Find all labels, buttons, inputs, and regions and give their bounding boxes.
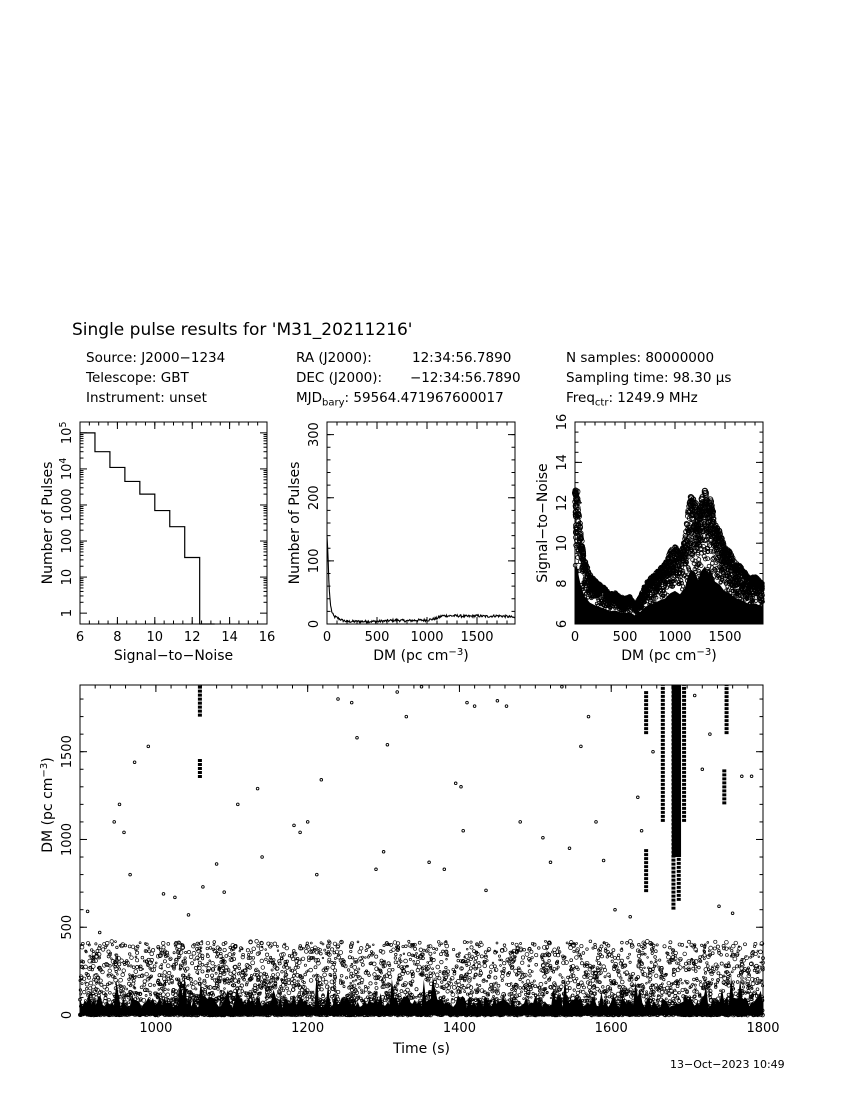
dm-vs-time-point	[462, 984, 464, 986]
mjd-subscript: bary	[322, 397, 345, 409]
dm-vs-time-point	[239, 950, 241, 952]
dm-vs-time-point	[709, 946, 713, 950]
dm-vs-time-point	[603, 968, 606, 971]
dm-vs-time-point	[158, 989, 160, 991]
dm-vs-time-point	[608, 996, 610, 998]
dm-vs-time-point	[503, 944, 506, 947]
dm-vs-time-point	[538, 990, 540, 992]
dm-vs-time-point	[211, 978, 213, 980]
snr-vs-dm-ytick-label: 16	[555, 413, 570, 431]
snr-vs-dm-point	[706, 557, 710, 561]
dm-vs-time-point	[725, 940, 729, 944]
snr-vs-dm-ylabel: Signal−to−Noise	[535, 463, 551, 583]
telescope-label: Telescope: GBT	[86, 370, 189, 386]
dm-vs-time-point	[728, 962, 730, 964]
dm-vs-time-point	[105, 987, 109, 991]
dm-vs-time-point	[478, 945, 480, 947]
dm-vs-time-point	[655, 960, 657, 962]
dm-vs-time-point	[743, 986, 745, 988]
dm-vs-time-point	[110, 940, 114, 944]
snr-vs-dm-panel	[535, 414, 764, 664]
dm-vs-time-point	[452, 985, 456, 989]
snr-vs-dm-xtick-label: 1000	[658, 630, 692, 645]
dm-vs-time-point	[400, 955, 402, 957]
dm-vs-time-point	[433, 948, 435, 950]
dm-vs-time-point	[103, 985, 107, 989]
dm-vs-time-point	[333, 983, 335, 985]
dm-vs-time-point	[213, 941, 216, 944]
dm-vs-time-point	[85, 982, 89, 986]
snr-histogram-xtick-label: 16	[258, 630, 276, 645]
snr-vs-dm-xtick-label: 0	[570, 630, 580, 645]
dm-vs-time-point	[656, 944, 658, 946]
snr-vs-dm-point	[681, 585, 684, 588]
dm-vs-time-point	[476, 984, 478, 986]
dm-vs-time-point	[581, 958, 583, 960]
dm-vs-time-point	[720, 962, 723, 965]
dm-vs-time-point	[360, 989, 362, 991]
dm-vs-time-point	[631, 972, 634, 975]
snr-vs-dm-xlabel: DM (pc $cm^{-3}$)	[621, 647, 717, 664]
dm-vs-time-panel	[39, 685, 780, 1057]
snr-vs-dm-xtick-label: 1500	[708, 630, 742, 645]
dm-vs-time-point	[649, 978, 652, 981]
dm-vs-time-point	[276, 945, 278, 947]
dm-vs-time-point	[435, 984, 439, 988]
dm-vs-time-point	[276, 973, 280, 977]
dm-vs-time-point	[550, 997, 552, 999]
snr-vs-dm-point	[726, 585, 729, 588]
dm-vs-time-point	[287, 981, 290, 984]
dm-vs-time-point	[667, 981, 670, 984]
dm-vs-time-point	[584, 996, 586, 998]
dm-histogram-xlabel: DM (pc $cm^{-3}$)	[373, 647, 469, 664]
dm-vs-time-point	[132, 982, 135, 985]
dm-vs-time-point	[123, 986, 125, 988]
dm-vs-time-point	[283, 966, 285, 968]
dm-vs-time-point	[334, 957, 336, 959]
dm-histogram-ytick-label: 100	[307, 548, 322, 574]
dm-vs-time-point	[429, 952, 432, 955]
dm-vs-time-point	[594, 943, 597, 946]
dm-vs-time-point	[629, 953, 631, 955]
dm-vs-time-point	[473, 977, 475, 979]
dm-vs-time-point	[456, 954, 460, 958]
dm-vs-time-point	[467, 941, 469, 943]
dm-vs-time-point	[678, 999, 681, 1002]
dm-vs-time-point	[149, 991, 151, 993]
dm-vs-time-point	[224, 988, 226, 990]
dm-vs-time-point	[408, 953, 411, 956]
mjd-label: MJD	[296, 390, 323, 406]
dm-vs-time-point	[419, 948, 423, 952]
snr-vs-dm-ytick-label: 10	[555, 534, 570, 552]
dm-vs-time-point	[396, 989, 398, 991]
dm-vs-time-point	[668, 946, 671, 949]
dm-histogram-xtick-label: 500	[364, 630, 390, 645]
dm-histogram-panel	[287, 422, 515, 664]
dm-vs-time-point	[693, 995, 696, 998]
dm-vs-time-point	[545, 982, 547, 984]
dm-vs-time-point	[205, 964, 208, 967]
snr-histogram-panel	[40, 422, 275, 664]
dm-vs-time-point	[191, 962, 194, 965]
dm-vs-time-point	[682, 995, 685, 998]
dm-vs-time-point	[570, 959, 573, 962]
dm-vs-time-point	[325, 985, 329, 989]
dm-histogram-ytick-label: 300	[307, 422, 322, 448]
snr-vs-dm-point	[711, 557, 715, 561]
dm-vs-time-point	[215, 972, 217, 974]
dm-vs-time-point	[553, 967, 556, 970]
dm-vs-time-point	[729, 947, 731, 949]
mjd-value: : 59564.471967600017	[344, 390, 504, 406]
snr-histogram-ytick-label: $10^5$	[58, 421, 75, 445]
dm-vs-time-point	[413, 960, 415, 962]
dm-vs-time-point	[252, 957, 255, 960]
dm-vs-time-point	[644, 953, 646, 955]
dm-vs-time-point	[98, 982, 100, 984]
dm-vs-time-point	[501, 979, 503, 981]
dm-vs-time-point	[325, 952, 327, 954]
dm-vs-time-point	[665, 998, 667, 1000]
dm-vs-time-point	[493, 995, 495, 997]
dm-vs-time-point	[717, 972, 720, 975]
dm-vs-time-point	[429, 975, 432, 978]
dm-vs-time-point	[143, 983, 146, 986]
snr-vs-dm-point	[711, 561, 715, 565]
dm-vs-time-point	[321, 978, 324, 981]
dm-vs-time-point	[484, 951, 487, 954]
dm-vs-time-point	[232, 971, 236, 975]
dm-vs-time-point	[355, 979, 357, 981]
dm-vs-time-point	[211, 962, 215, 966]
dm-histogram-ylabel: Number of Pulses	[287, 461, 303, 585]
dm-vs-time-point	[167, 942, 170, 945]
dm-vs-time-point	[522, 982, 524, 984]
dm-vs-time-point	[237, 973, 240, 976]
dm-vs-time-point	[671, 952, 673, 954]
dm-vs-time-point	[693, 978, 696, 981]
dm-vs-time-point	[573, 989, 575, 991]
dm-vs-time-point	[520, 991, 522, 993]
snr-histogram-ytick-label: 10	[60, 568, 75, 586]
snr-vs-dm-point	[697, 558, 701, 562]
dm-vs-time-point	[312, 991, 314, 993]
dm-vs-time-point	[135, 956, 137, 958]
snr-histogram-ytick-label: 1000	[60, 488, 75, 522]
dm-vs-time-point	[284, 995, 286, 997]
freq-value: : 1249.9 MHz	[608, 390, 698, 406]
dm-vs-time-point	[99, 979, 102, 982]
snr-histogram-ytick-label: 1	[60, 609, 75, 618]
dm-vs-time-point	[692, 967, 695, 970]
dm-histogram-ytick-label: 0	[307, 619, 322, 629]
dm-vs-time-point	[503, 962, 506, 965]
dm-vs-time-point	[287, 991, 291, 995]
dm-vs-time-point	[347, 969, 350, 972]
dm-vs-time-point	[602, 965, 606, 969]
dm-vs-time-point	[286, 974, 288, 976]
dm-vs-time-point	[654, 984, 657, 987]
dm-vs-time-point	[117, 973, 119, 975]
sampling-time-label: Sampling time: 98.30 μs	[566, 370, 732, 386]
dm-vs-time-point	[525, 952, 529, 956]
dm-vs-time-point	[394, 961, 397, 964]
dm-vs-time-point	[223, 948, 226, 951]
snr-vs-dm-point	[755, 600, 758, 603]
dm-vs-time-point	[486, 960, 488, 962]
dm-histogram-ytick-label: 200	[307, 485, 322, 511]
dm-vs-time-point	[115, 954, 117, 956]
snr-histogram-ylabel: Number of Pulses	[40, 461, 56, 585]
snr-histogram-xtick-label: 6	[75, 630, 85, 645]
dm-vs-time-point	[89, 981, 93, 985]
dm-histogram-xtick-label: 0	[322, 630, 332, 645]
snr-vs-dm-ytick-label: 12	[555, 494, 570, 512]
instrument-label: Instrument: unset	[86, 390, 207, 406]
dm-vs-time-point	[694, 984, 696, 986]
dm-vs-time-point	[198, 961, 201, 964]
dm-vs-time-point	[611, 952, 613, 954]
dm-vs-time-point	[432, 972, 434, 974]
dm-vs-time-point	[306, 942, 308, 944]
dm-vs-time-point	[683, 966, 685, 968]
dm-vs-time-point	[359, 987, 361, 989]
dm-vs-time-point	[90, 949, 93, 952]
dm-vs-time-point	[289, 967, 291, 969]
dm-vs-time-point	[435, 948, 437, 950]
dm-vs-time-point	[155, 962, 157, 964]
freq-subscript: ctr	[594, 397, 609, 409]
dm-vs-time-point	[131, 945, 135, 949]
dm-vs-time-point	[361, 963, 364, 966]
snr-vs-dm-xtick-label: 500	[612, 630, 638, 645]
dm-vs-time-point	[308, 959, 311, 962]
dm-vs-time-point	[111, 958, 113, 960]
dm-vs-time-point	[679, 979, 681, 981]
freq-label: Freq	[566, 390, 595, 406]
dm-vs-time-point	[543, 961, 545, 963]
dm-vs-time-point	[683, 952, 687, 956]
dm-vs-time-point	[576, 942, 578, 944]
dm-vs-time-point	[659, 959, 661, 961]
dm-vs-time-point	[128, 945, 131, 948]
dm-vs-time-point	[654, 974, 658, 978]
dm-histogram-line	[327, 536, 515, 623]
nsamples-label: N samples: 80000000	[566, 350, 715, 366]
dm-vs-time-point	[167, 971, 170, 974]
dm-vs-time-point	[373, 973, 377, 977]
dm-vs-time-point	[576, 991, 579, 994]
source-label: Source: J2000−1234	[86, 350, 226, 366]
dm-vs-time-point	[119, 978, 123, 982]
dm-vs-time-point	[539, 982, 543, 986]
dm-vs-time-point	[277, 950, 279, 952]
ra-value: 12:34:56.7890	[412, 350, 512, 366]
dm-vs-time-point	[163, 960, 166, 963]
dm-vs-time-point	[600, 955, 603, 958]
dm-vs-time-point	[330, 948, 333, 951]
dm-vs-time-point	[498, 955, 500, 957]
dm-vs-time-point	[89, 987, 92, 990]
dm-vs-time-point	[703, 958, 705, 960]
dm-vs-time-point	[521, 956, 524, 959]
dm-vs-time-point	[168, 989, 170, 991]
dm-vs-time-point	[528, 970, 531, 973]
dm-vs-time-point	[122, 988, 124, 990]
dm-vs-time-point	[228, 953, 232, 957]
dm-vs-time-point	[534, 985, 537, 988]
dm-vs-time-point	[499, 959, 501, 961]
dm-vs-time-point	[751, 954, 754, 957]
dm-vs-time-point	[652, 970, 654, 972]
snr-histogram-steps	[80, 433, 215, 624]
dm-vs-time-point	[699, 956, 702, 959]
dm-vs-time-point	[457, 959, 460, 962]
dm-vs-time-point	[368, 987, 370, 989]
dm-vs-time-point	[358, 968, 360, 970]
dm-vs-time-point	[650, 961, 652, 963]
ra-label: RA (J2000):	[296, 350, 372, 366]
dm-vs-time-point	[610, 992, 613, 995]
dm-vs-time-point	[383, 944, 385, 946]
dm-vs-time-point	[415, 996, 417, 998]
dm-vs-time-point	[647, 957, 649, 959]
dm-vs-time-point	[184, 951, 186, 953]
snr-vs-dm-ytick-label: 14	[555, 454, 570, 471]
dm-vs-time-point	[85, 988, 88, 991]
dm-histogram-xtick-label: 1000	[410, 630, 444, 645]
dm-vs-time-point	[557, 947, 559, 949]
snr-histogram-xlabel: Signal−to−Noise	[113, 648, 234, 664]
dm-vs-time-point	[408, 940, 410, 942]
snr-histogram-xtick-label: 8	[113, 630, 122, 645]
dm-vs-time-point	[394, 957, 397, 960]
snr-vs-dm-point	[686, 566, 690, 570]
dm-vs-time-point	[292, 974, 295, 977]
dm-vs-time-point	[323, 973, 327, 977]
dm-histogram-frame	[327, 422, 515, 624]
dm-vs-time-point	[259, 973, 262, 976]
dm-vs-time-point	[535, 963, 538, 966]
dm-vs-time-point	[286, 987, 289, 990]
dm-vs-time-point	[201, 963, 204, 966]
dm-vs-time-point	[322, 957, 324, 959]
snr-histogram-xtick-label: 14	[221, 630, 238, 645]
snr-vs-dm-ytick-label: 6	[555, 619, 570, 629]
dm-vs-time-point	[310, 942, 312, 944]
dm-vs-time-point	[756, 988, 759, 991]
snr-histogram-ytick-label: $10^4$	[58, 457, 75, 481]
snr-histogram-ytick-label: 100	[60, 528, 75, 554]
dm-vs-time-point	[478, 961, 481, 964]
dm-vs-time-point	[111, 982, 113, 984]
dm-vs-time-point	[348, 956, 351, 959]
dm-vs-time-point	[661, 994, 663, 996]
dm-vs-time-point	[642, 947, 644, 949]
dm-vs-time-point	[147, 965, 149, 967]
dm-vs-time-point	[191, 985, 195, 989]
timestamp: 13−Oct−2023 10:49	[670, 1058, 785, 1071]
snr-histogram-xtick-label: 12	[183, 630, 201, 645]
dm-vs-time-point	[439, 971, 441, 973]
dm-vs-time-point	[446, 958, 448, 960]
snr-vs-dm-ytick-label: 8	[555, 579, 570, 588]
dm-vs-time-point	[135, 959, 138, 962]
dm-vs-time-point	[165, 975, 167, 977]
dm-vs-time-point	[255, 939, 259, 943]
dm-vs-time-point	[257, 944, 260, 947]
dm-vs-time-point	[128, 953, 131, 956]
dm-vs-time-point	[432, 968, 434, 970]
dm-vs-time-point	[159, 993, 161, 995]
dm-vs-time-point	[602, 986, 605, 989]
dm-vs-time-point	[404, 945, 407, 948]
dm-vs-time-point	[620, 977, 622, 979]
dm-vs-time-point	[497, 984, 500, 987]
dm-vs-time-point	[190, 982, 193, 985]
dm-vs-time-point	[561, 977, 563, 979]
dm-vs-time-point	[511, 988, 513, 990]
dm-vs-time-point	[476, 944, 478, 946]
dm-vs-time-point	[229, 972, 232, 975]
dec-value: −12:34:56.7890	[410, 370, 521, 386]
snr-histogram-xtick-label: 10	[146, 630, 164, 645]
figure-title: Single pulse results for 'M31_20211216'	[72, 320, 413, 340]
dm-vs-time-point	[195, 988, 197, 990]
dm-histogram-xtick-label: 1500	[460, 630, 494, 645]
dm-vs-time-point	[213, 944, 215, 946]
dm-vs-time-point	[170, 979, 173, 982]
dm-vs-time-point	[569, 978, 573, 982]
dm-vs-time-point	[678, 991, 680, 993]
dec-label: DEC (J2000):	[296, 370, 383, 386]
dm-vs-time-point	[364, 957, 366, 959]
dm-vs-time-point	[265, 953, 268, 956]
